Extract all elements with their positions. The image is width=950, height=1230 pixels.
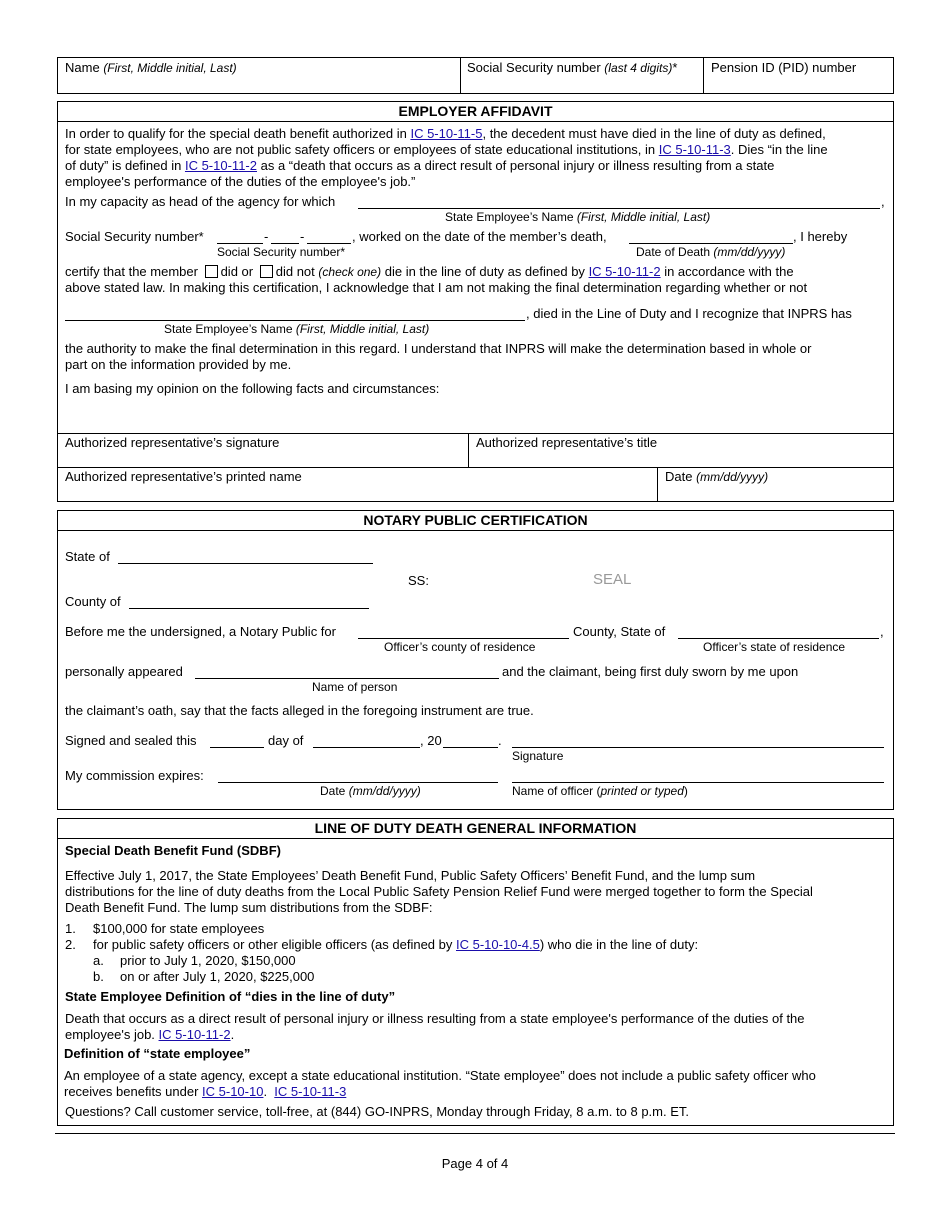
employer-affidavit-section — [57, 101, 894, 502]
general-info-section — [57, 818, 894, 1126]
year-prefix: , 20 — [420, 733, 442, 748]
name-hint: (First, Middle initial, Last) — [103, 61, 237, 75]
officer-county-line[interactable] — [358, 638, 569, 639]
dod-caption — [636, 245, 785, 259]
date-of-death-line[interactable] — [629, 243, 793, 244]
ssn-part-2[interactable] — [271, 243, 299, 244]
hereby-text: , I hereby — [793, 229, 848, 244]
ss-label: SS: — [408, 573, 429, 588]
oath-text: the claimant’s oath, say that the facts alleged in the foregoing instrument are true. — [65, 703, 534, 718]
personally-label: personally appeared — [65, 664, 183, 679]
name-label: Name — [65, 60, 100, 75]
title-field[interactable] — [476, 435, 886, 465]
ssn-part-3[interactable] — [307, 243, 351, 244]
divider — [657, 467, 658, 501]
caption-hint: (mm/dd/yyyy) — [713, 245, 786, 259]
link-ic-5-10-11-5[interactable]: IC 5-10-11-5 — [410, 126, 483, 141]
list-number: 1. — [65, 921, 76, 936]
ssn-star: * — [672, 60, 678, 75]
divider — [58, 467, 893, 468]
person-name-caption: Name of person — [312, 680, 398, 694]
caption-text: State Employee’s Name — [445, 210, 574, 224]
intro-text: , the decedent must have died in the line of duty as defined, — [482, 126, 826, 141]
did-label: did or — [220, 264, 254, 279]
did-not-label: did not — [275, 264, 315, 279]
check-one-hint: (check one) — [318, 265, 382, 279]
affidavit-title: EMPLOYER AFFIDAVIT — [58, 102, 893, 122]
ssn-part-1[interactable] — [217, 243, 263, 244]
sdbf-heading: Special Death Benefit Fund (SDBF) — [65, 843, 281, 858]
list-item — [65, 969, 698, 985]
list-text: for public safety officers or other eligible officers (as defined by — [93, 937, 456, 952]
facts-area[interactable] — [65, 400, 885, 430]
county-of-label: County of — [65, 594, 121, 609]
intro-text: In order to qualify for the special death benefit authorized in — [65, 126, 411, 141]
basing-text: I am basing my opinion on the following facts and circumstances: — [65, 381, 440, 396]
list-number: b. — [93, 969, 104, 984]
notary-title: NOTARY PUBLIC CERTIFICATION — [58, 511, 893, 531]
list-number: 2. — [65, 937, 76, 952]
definition-heading: State Employee Definition of “dies in the line of duty” — [65, 989, 396, 1004]
intro-text: . Dies “in the line — [730, 142, 828, 157]
ssn-line-label: Social Security number* — [65, 229, 204, 244]
and-claimant-text: and the claimant, being first duly sworn by me upon — [502, 664, 799, 679]
state-employee-text: receives benefits under — [64, 1084, 203, 1099]
worked-text: , worked on the date of the member’s death, — [352, 229, 607, 244]
officer-name-caption — [512, 784, 688, 798]
year-line[interactable] — [443, 747, 498, 748]
questions-text: Questions? Call customer service, toll-free, at (844) GO-INPRS, Monday through Friday, 8 a.m. to 8 p.m. ET. — [65, 1104, 689, 1119]
link-ic-5-10-10-4-5[interactable]: IC 5-10-10-4.5 — [455, 937, 540, 952]
seal-placeholder: SEAL — [593, 571, 632, 588]
list-number: a. — [93, 953, 104, 968]
sdbf-text: distributions for the line of duty deaths from the Local Public Safety Pension Relief Fund were merged together to form the Special — [65, 884, 813, 899]
officer-state-line[interactable] — [678, 638, 879, 639]
page-number: Page 4 of 4 — [441, 1156, 509, 1171]
link-ic-5-10-11-3[interactable]: IC 5-10-11-3 — [658, 142, 731, 157]
state-of-line[interactable] — [118, 563, 373, 564]
printed-name-field[interactable] — [65, 469, 650, 499]
link-ic-5-10-11-2[interactable]: IC 5-10-11-2 — [588, 264, 661, 279]
comma: , — [880, 624, 884, 639]
officer-state-caption: Officer’s state of residence — [703, 640, 846, 654]
intro-text: of duty” is defined in — [65, 158, 185, 173]
printed-name-label: Authorized representative’s printed name — [65, 469, 302, 484]
state-employee-name-caption-2 — [164, 322, 429, 336]
list-text: $100,000 for state employees — [93, 921, 265, 936]
affidavit-intro — [65, 126, 887, 190]
ssn-caption: Social Security number* — [217, 245, 346, 259]
intro-text: employee's performance of the duties of the employee's job.” — [65, 174, 416, 189]
caption-text: State Employee’s Name — [164, 322, 293, 336]
divider — [468, 433, 469, 467]
caption-hint: (First, Middle initial, Last) — [295, 322, 430, 336]
signature-caption: Signature — [512, 749, 564, 763]
signed-label: Signed and sealed this — [65, 733, 197, 748]
day-line[interactable] — [210, 747, 264, 748]
caption-text: Date of Death — [636, 245, 711, 259]
intro-text: as a “death that occurs as a direct result of personal injury or illness resulting from a state — [256, 158, 775, 173]
month-line[interactable] — [313, 747, 420, 748]
state-employee-paragraph — [64, 1068, 886, 1100]
sdbf-paragraph — [65, 868, 887, 916]
date-label: Date — [665, 469, 693, 484]
certify-text: die in the line of duty as defined by — [384, 264, 585, 279]
authority-paragraph — [65, 341, 887, 373]
list-text: prior to July 1, 2020, $150,000 — [120, 953, 296, 968]
caption-text: Date — [320, 784, 346, 798]
comma: , — [881, 194, 885, 209]
list-item — [65, 937, 698, 953]
pid-field[interactable] — [711, 60, 856, 75]
caption-hint: printed or typed — [600, 784, 684, 798]
ssn-dash: - — [300, 229, 305, 244]
certify-text: above stated law. In making this certification, I acknowledge that I am not making the final determination regarding whether or not — [65, 280, 808, 295]
definition-text: Death that occurs as a direct result of personal injury or illness resulting from a state employee's performance of the duties of the — [65, 1011, 805, 1026]
divider — [58, 433, 893, 434]
state-of-label: State of — [65, 549, 110, 564]
ssn-dash: - — [264, 229, 269, 244]
state-employee-heading: Definition of “state employee” — [64, 1046, 251, 1061]
link-ic-5-10-11-2[interactable]: IC 5-10-11-2 — [158, 1027, 231, 1042]
caption-text: ) — [683, 784, 688, 798]
did-not-checkbox[interactable] — [260, 265, 273, 278]
list-item — [65, 921, 698, 937]
signature-label: Authorized representative’s signature — [65, 435, 280, 450]
link-ic-5-10-11-3[interactable]: IC 5-10-11-3 — [274, 1084, 347, 1099]
authority-text: part on the information provided by me. — [65, 357, 292, 372]
intro-text: for state employees, who are not public safety officers or employees of state educational institutions, in — [65, 142, 659, 157]
info-title: LINE OF DUTY DEATH GENERAL INFORMATION — [58, 819, 893, 839]
ssn-hint: (last 4 digits) — [604, 61, 673, 75]
signature-line[interactable] — [512, 747, 884, 748]
list-item — [65, 953, 698, 969]
sdbf-text: Death Benefit Fund. The lump sum distributions from the SDBF: — [65, 900, 433, 915]
definition-text: employee's job. — [65, 1027, 159, 1042]
top-fields-table — [57, 57, 894, 94]
died-text: , died in the Line of Duty and I recognize that INPRS has — [526, 306, 852, 321]
caption-hint: (mm/dd/yyyy) — [348, 784, 421, 798]
county-state-label: County, State of — [573, 624, 666, 639]
state-employee-name-line[interactable] — [358, 208, 880, 209]
signature-field[interactable] — [65, 435, 460, 465]
separator: . — [263, 1084, 275, 1099]
divider — [460, 58, 461, 93]
caption-text: Name of officer ( — [512, 784, 601, 798]
divider — [703, 58, 704, 93]
pid-label: Pension ID (PID) number — [711, 60, 857, 75]
list-text: ) who die in the line of duty: — [539, 937, 699, 952]
distribution-list — [65, 921, 698, 985]
before-me-label: Before me the undersigned, a Notary Public for — [65, 624, 336, 639]
day-of-label: day of — [268, 733, 304, 748]
certify-text: certify that the member — [65, 264, 198, 279]
capacity-label: In my capacity as head of the agency for which — [65, 194, 336, 209]
title-label: Authorized representative’s title — [476, 435, 658, 450]
date-hint: (mm/dd/yyyy) — [696, 470, 769, 484]
did-checkbox[interactable] — [205, 265, 218, 278]
caption-hint: (First, Middle initial, Last) — [576, 210, 711, 224]
certify-text: in accordance with the — [664, 264, 794, 279]
notary-section — [57, 510, 894, 810]
ssn-label: Social Security number — [467, 60, 601, 75]
certify-paragraph — [65, 264, 887, 296]
link-ic-5-10-10[interactable]: IC 5-10-10 — [202, 1084, 264, 1099]
name-field[interactable] — [65, 60, 237, 75]
state-employee-name-line-2[interactable] — [65, 320, 525, 321]
date-field[interactable] — [665, 469, 885, 499]
person-name-line[interactable] — [195, 678, 499, 679]
definition-paragraph — [65, 1011, 887, 1043]
ssn-field[interactable] — [467, 60, 677, 75]
officer-county-caption: Officer’s county of residence — [384, 640, 536, 654]
state-employee-text: An employee of a state agency, except a state educational institution. “State employee” does not include a public safety officer who — [64, 1068, 816, 1083]
definition-text: . — [230, 1027, 235, 1042]
county-of-line[interactable] — [129, 608, 369, 609]
state-employee-name-caption — [445, 210, 710, 224]
commission-label: My commission expires: — [65, 768, 204, 783]
officer-name-line[interactable] — [512, 782, 884, 783]
link-ic-5-10-11-2[interactable]: IC 5-10-11-2 — [184, 158, 257, 173]
period: . — [498, 733, 502, 748]
commission-date-line[interactable] — [218, 782, 498, 783]
authority-text: the authority to make the final determination in this regard. I understand that INPRS will make the determination based in whole or — [65, 341, 812, 356]
sdbf-text: Effective July 1, 2017, the State Employees’ Death Benefit Fund, Public Safety Officers’ Benefit Fund, and the lump sum — [65, 868, 756, 883]
commission-date-caption — [320, 784, 421, 798]
footer-rule — [55, 1133, 895, 1134]
list-text: on or after July 1, 2020, $225,000 — [120, 969, 315, 984]
